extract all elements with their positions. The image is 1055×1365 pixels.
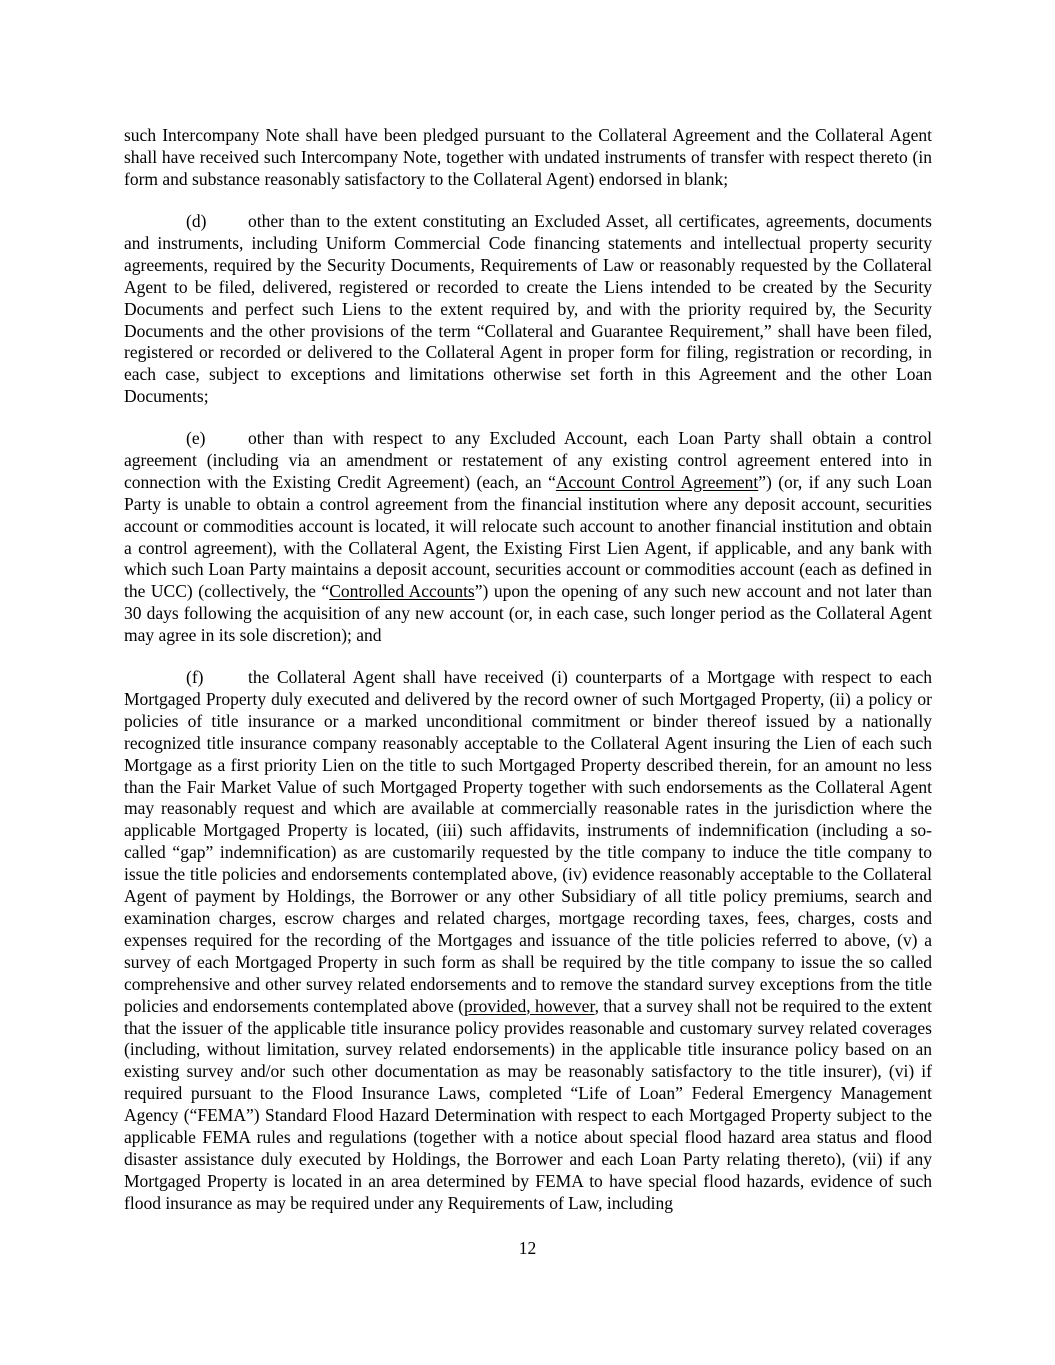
item-label: (e) — [186, 428, 206, 448]
paragraph-text: , that a survey shall not be required to the extent that the issuer of the applicable title insurance policy provides reasonable and customary survey related coverages (including, without limitation, survey related endorsements) in the applicable title insurance policy based on an existing survey and/or such other documentation as may be reasonably satisfactory to the title insurer), (vi) if required pursuant to the Flood Insurance Laws, completed “Life of Loan” Federal Emergency Management Agency (“FEMA”) Standard Flood Hazard Determination with respect to each Mortgaged Property subject to the applicable FEMA rules and regulations (together with a notice about special flood hazard area status and flood disaster assistance duly executed by Holdings, the Borrower and each Loan Party relating thereto), (vii) if any Mortgaged Property is located in an area determined by FEMA to have special flood hazards, evidence of such flood insurance as may be required under any Requirements of Law, including — [124, 995, 932, 1213]
proviso-comma: , — [526, 995, 536, 1016]
proviso-term: however — [535, 995, 595, 1016]
paragraph-e — [124, 428, 932, 647]
item-label: (d) — [186, 211, 207, 231]
item-label: (f) — [186, 667, 204, 687]
paragraph-d — [124, 211, 932, 408]
paragraph-f — [124, 667, 932, 1215]
paragraph-c-continuation — [124, 125, 932, 191]
defined-term: Controlled Accounts — [329, 581, 475, 602]
paragraph-text: such Intercompany Note shall have been pledged pursuant to the Collateral Agreement and the Collateral Agent shall have received such Intercompany Note, together with undated instruments of transfer with respect thereto (in form and substance reasonably satisfactory to the Collateral Agent) endorsed in blank; — [124, 125, 932, 189]
paragraph-text: the Collateral Agent shall have received (i) counterparts of a Mortgage with respect to each Mortgaged Property duly executed and delivered by the record owner of such Mortgaged Property, (ii) a policy or policies of title insurance or a marked unconditional commitment or binder thereof issued by a nationally recognized title insurance company reasonably acceptable to the Collateral Agent insuring the Lien of each such Mortgage as a first priority Lien on the title to such Mortgaged Property described therein, for an amount no less than the Fair Market Value of such Mortgaged Property together with such endorsements as the Collateral Agent may reasonably request and which are available at commercially reasonable rates in the jurisdiction where the applicable Mortgaged Property is located, (iii) such affidavits, instruments of indemnification (including a so-called “gap” indemnification) as are customarily requested by the title company to induce the title company to issue the title policies and endorsements contemplated above, (iv) evidence reasonably acceptable to the Collateral Agent of payment by Holdings, the Borrower or any other Subsidiary of all title policy premiums, search and examination charges, escrow charges and related charges, mortgage recording taxes, fees, charges, costs and expenses required for the recording of the Mortgages and issuance of the title policies referred to above, (v) a survey of each Mortgaged Property in such form as shall be required by the title company to issue the so called comprehensive and other survey related endorsements and to remove the standard survey exceptions from the title policies and endorsements contemplated above ( — [124, 667, 932, 1016]
paragraph-text: other than to the extent constituting an Excluded Asset, all certificates, agreements, documents and instruments, including Uniform Commercial Code financing statements and intellectual property security agreements, required by the Security Documents, Requirements of Law or reasonably requested by the Collateral Agent to be filed, delivered, registered or recorded to create the Liens intended to be created by the Security Documents and perfect such Liens to the extent required by, and with the priority required by, the Security Documents and the other provisions of the term “Collateral and Guarantee Requirement,” shall have been filed, registered or recorded or delivered to the Collateral Agent in proper form for filing, registration or recording, in each case, subject to exceptions and limitations otherwise set forth in this Agreement and the other Loan Documents; — [124, 211, 932, 407]
page-number: 12 — [518, 1238, 537, 1258]
proviso-term: provided — [464, 995, 527, 1016]
paragraph-text: ”) (or, if any such Loan Party is unable to obtain a control agreement from the financial institution where any deposit account, securities account or commodities account is located, it will relocate such account to another financial institution and obtain a control agreement), with the Collateral Agent, the Existing First Lien Agent, if applicable, and any bank with which such Loan Party maintains a deposit account, securities account or commodities account (each as defined in the UCC) (collectively, the “ — [124, 471, 932, 602]
paragraph-text: ”) upon the opening of any such new account and not later than 30 days following the acquisition of any new account (or, in each case, such longer period as the Collateral Agent may agree in its sole discretion); and — [124, 581, 932, 646]
defined-term: Account Control Agreement — [555, 471, 759, 492]
paragraph-text: other than with respect to any Excluded Account, each Loan Party shall obtain a control agreement (including via an amendment or restatement of any existing control agreement entered into in connection with the Existing Credit Agreement) (each, an “ — [124, 428, 932, 492]
